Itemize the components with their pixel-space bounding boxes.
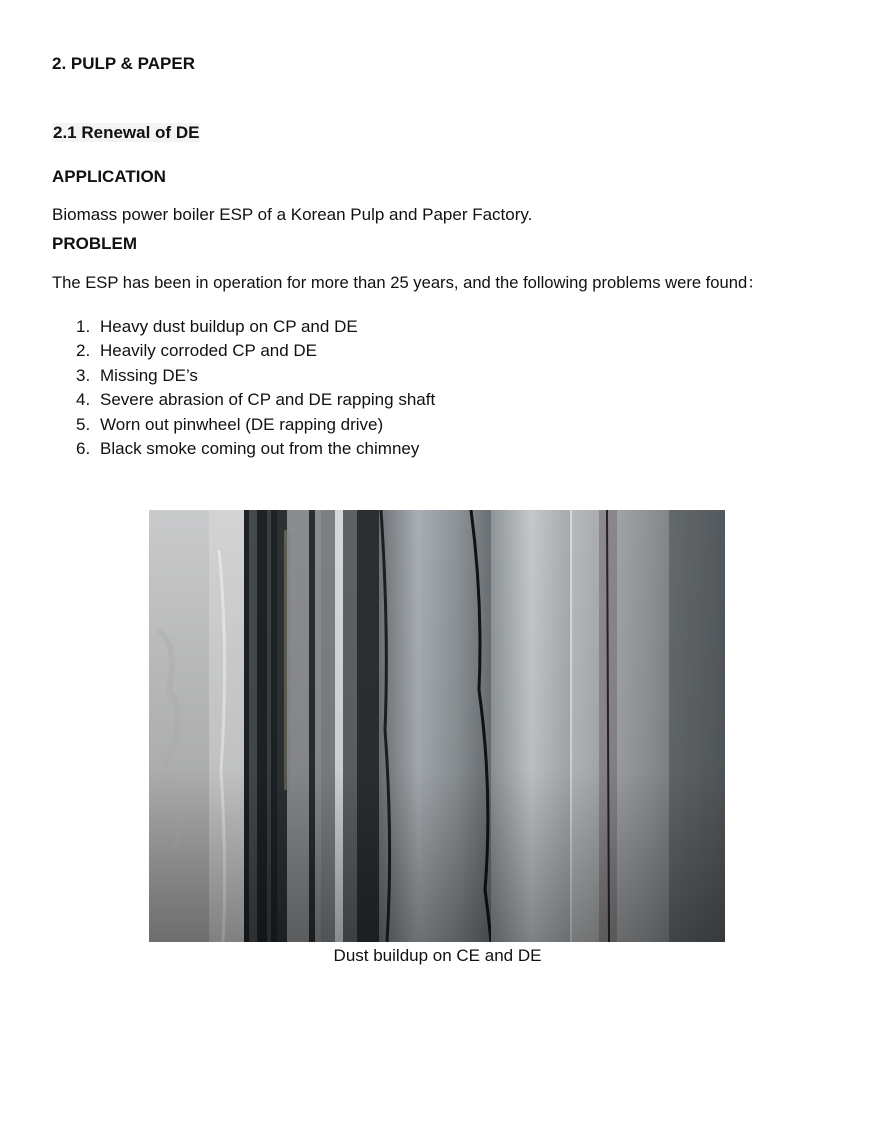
list-item-text: Heavily corroded CP and DE xyxy=(100,341,318,361)
list-item-text: Heavy dust buildup on CP and DE xyxy=(100,317,358,336)
list-item xyxy=(52,365,435,389)
list-item-number: 5. xyxy=(76,414,91,434)
problem-list xyxy=(52,316,435,462)
subsection-title-text: 2.1 Renewal of DE xyxy=(53,123,200,142)
application-text: Biomass power boiler ESP of a Korean Pulp and Paper Factory. xyxy=(52,205,533,224)
list-item-text: Black smoke coming out from the chimney xyxy=(100,438,420,458)
list-item-number: 6. xyxy=(76,438,91,458)
list-item xyxy=(52,389,435,413)
subsection-title xyxy=(52,122,200,144)
problem-heading: PROBLEM xyxy=(52,234,137,253)
photo-illustration xyxy=(149,510,725,942)
list-item xyxy=(52,438,435,462)
list-item-number: 4. xyxy=(76,390,91,410)
list-item-text: Worn out pinwheel (DE rapping drive) xyxy=(100,414,384,434)
list-item-text: Missing DE’s xyxy=(100,365,198,385)
list-item-number: 2. xyxy=(76,341,91,361)
esp-dust-photo xyxy=(149,510,725,942)
list-item-text: Severe abrasion of CP and DE rapping shaft xyxy=(100,390,436,410)
list-item xyxy=(52,316,435,340)
section-title: 2. PULP & PAPER xyxy=(52,54,195,73)
list-item xyxy=(52,414,435,438)
photo-caption: Dust buildup on CE and DE xyxy=(333,946,542,965)
application-heading: APPLICATION xyxy=(52,167,166,186)
problem-intro: The ESP has been in operation for more than 25 years, and the following problems were found： xyxy=(52,273,764,292)
list-item-number: 1. xyxy=(76,317,91,336)
list-item xyxy=(52,340,435,364)
list-item-number: 3. xyxy=(76,365,91,385)
